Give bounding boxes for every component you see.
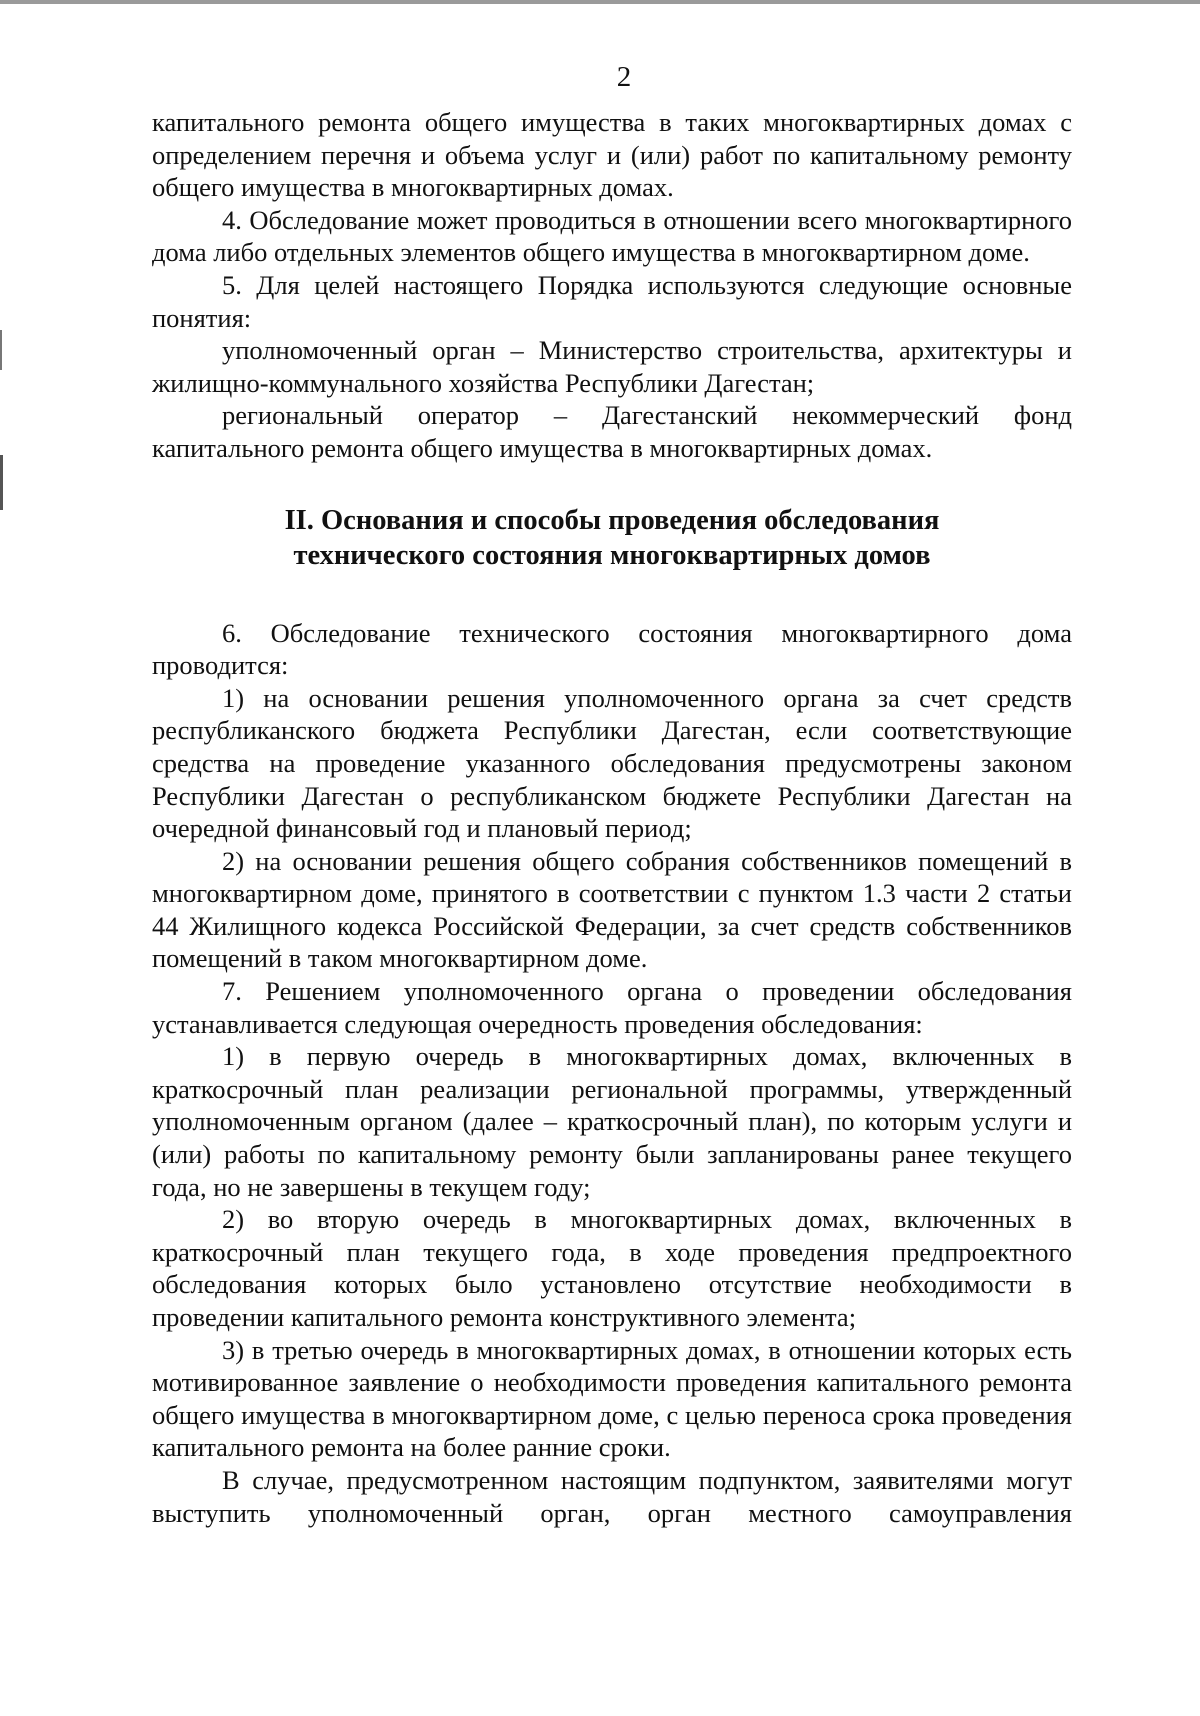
page-number: 2 bbox=[616, 61, 632, 93]
scan-left-mark bbox=[0, 455, 3, 510]
subitem-7-2: 2) во вторую очередь в многоквартирных домах, включенных в краткосрочный план текущего года, в ходе проведения предпроектного обследования которых было установлено отсутствие необходимости в проведении капитального ремонта конструктивного элемента; bbox=[152, 1204, 1072, 1332]
section-heading-line-2: технического состояния многоквартирных домов bbox=[293, 539, 931, 571]
paragraph-item-4: 4. Обследование может проводиться в отношении всего многоквартирного дома либо отдельных элементов общего имущества в многоквартирном доме. bbox=[152, 204, 1072, 268]
scan-left-mark bbox=[0, 330, 2, 370]
section-heading bbox=[152, 503, 1072, 573]
section-body bbox=[152, 617, 1072, 1530]
definition-authorized-body: уполномоченный орган – Министерство строительства, архитектуры и жилищно-коммунального хозяйства Республики Дагестан; bbox=[152, 335, 1072, 398]
section-heading-line-1: II. Основания и способы проведения обследования bbox=[284, 504, 940, 536]
paragraph-continuation: капитального ремонта общего имущества в таких многоквартирных домах с определением перечня и объема услуг и (или) работ по капитальному ремонту общего имущества в многоквартирных домах. bbox=[152, 107, 1072, 203]
subitem-6-2: 2) на основании решения общего собрания собственников помещений в многоквартирном доме, принятого в соответствии с пунктом 1.3 части 2 статьи 44 Жилищного кодекса Российской Федерации, за счет средств собственников помещений в таком многоквартирном доме. bbox=[152, 845, 1072, 974]
paragraph-item-7: 7. Решением уполномоченного органа о проведении обследования устанавливается следующая очередность проведения обследования: bbox=[152, 976, 1072, 1039]
scan-top-edge bbox=[0, 0, 1200, 4]
subitem-6-1: 1) на основании решения уполномоченного органа за счет средств республиканского бюджета Республики Дагестан, если соответствующие средства на проведение указанного обследования предусмотрены законом Республики Дагестан о республиканском бюджете Республики Дагестан на очередной финансовый год и плановый период; bbox=[152, 682, 1072, 844]
paragraph-continues-next-page: В случае, предусмотренном настоящим подпунктом, заявителями могут выступить уполномоченный орган, орган местного самоуправления bbox=[152, 1464, 1072, 1528]
paragraph-item-6: 6. Обследование технического состояния многоквартирного дома проводится: bbox=[152, 617, 1072, 681]
subitem-7-1: 1) в первую очередь в многоквартирных домах, включенных в краткосрочный план реализации региональной программы, утвержденный уполномоченным органом (далее – краткосрочный план), по которым услуги и (или) работы по капитальному ремонту были запланированы ранее текущего года, но не завершены в текущем году; bbox=[152, 1041, 1072, 1202]
definition-regional-operator: региональный оператор – Дагестанский некоммерческий фонд капитального ремонта общего имущества в многоквартирных домах. bbox=[152, 400, 1072, 463]
subitem-7-3: 3) в третью очередь в многоквартирных домах, в отношении которых есть мотивированное заявление о необходимости проведения капитального ремонта общего имущества в многоквартирном доме, с целью переноса срока проведения капитального ремонта на более ранние сроки. bbox=[152, 1334, 1072, 1463]
paragraph-item-5: 5. Для целей настоящего Порядка используются следующие основные понятия: bbox=[152, 269, 1072, 333]
document-body bbox=[152, 106, 1072, 1529]
